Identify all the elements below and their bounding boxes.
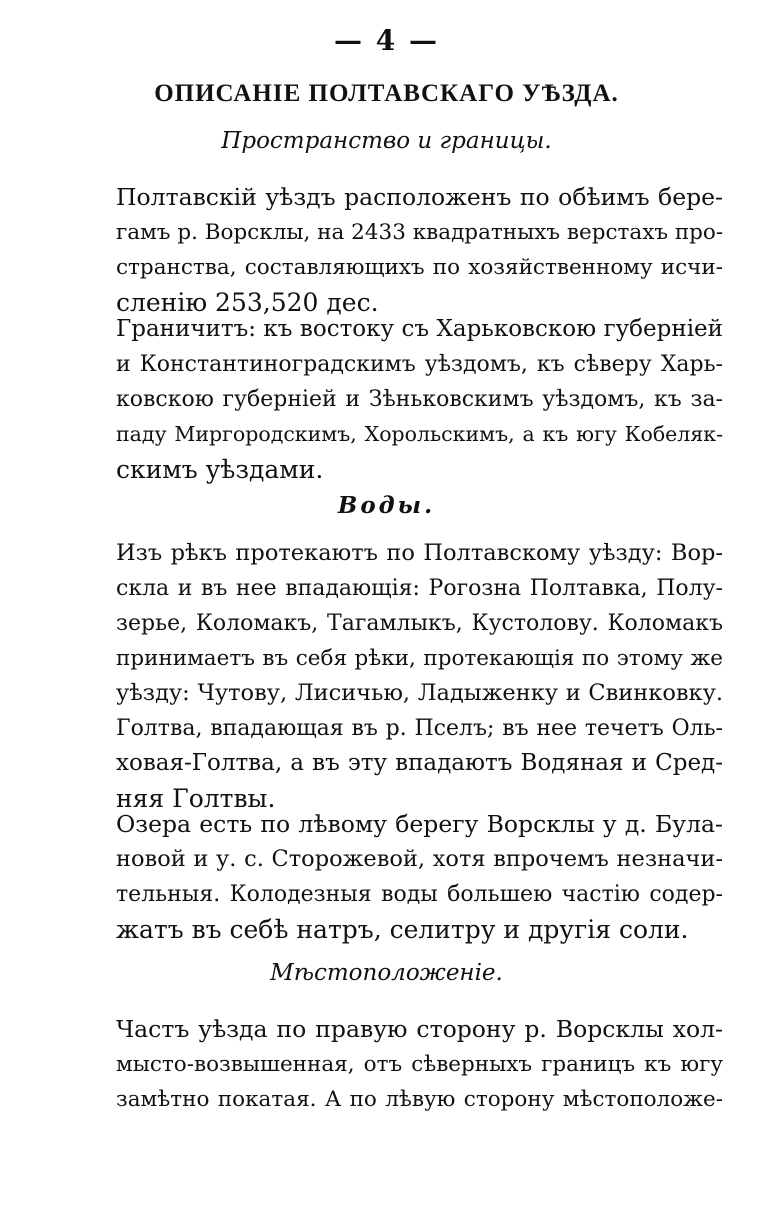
paragraph-location [116,1012,723,1117]
text-line: тельныя. Колодезныя воды большею частію содер- [116,882,723,907]
paragraph-space [116,180,723,320]
text-line: Граничитъ: къ востоку съ Харьковскою губерніей [116,316,723,342]
text-line: сленію 253,520 дес. [116,288,379,317]
text-line: Полтавскій уѣздъ расположенъ по обѣимъ бере- [116,183,723,211]
text-line: паду Миргородскимъ, Хорольскимъ, а къ югу Кобеляк- [116,422,723,446]
text-line: Изъ рѣкъ протекаютъ по Полтавскому уѣзду: Вор- [116,540,723,566]
text-line: замѣтно покатая. А по лѣвую сторону мѣстоположе- [116,1087,723,1112]
page-number: — 4 — [334,24,439,57]
text-line: жатъ въ себѣ натръ, селитру и другія соли. [116,915,689,944]
paragraph-lakes [116,807,723,947]
text-line: Частъ уѣзда по правую сторону р. Ворсклы хол- [116,1015,723,1043]
text-line: принимаетъ въ себя рѣки, протекающія по этому же [116,646,723,671]
text-line: скимъ уѣздами. [116,455,324,484]
text-line: Голтва, впадающая въ р. Пселъ; въ нее течетъ Оль- [116,716,723,741]
text-line: ковскою губерніей и Зѣньковскимъ уѣздомъ, къ за- [116,387,723,412]
text-line: Озера есть по лѣвому берегу Ворсклы у д. Була- [116,810,723,838]
paragraph-borders [116,312,723,487]
text-line: новой и у. с. Сторожевой, хотя впрочемъ незначи- [116,846,723,872]
page-title: ОПИСАНІЕ ПОЛТАВСКАГО УѢЗДА. [154,80,619,107]
text-line: скла и въ нее впадающія: Рогозна Полтавка, Полу- [116,576,723,601]
text-line: няя Голтвы. [116,784,276,813]
text-line: уѣзду: Чутову, Лисичью, Ладыженку и Свинковку. [116,680,723,706]
section-heading-waters: Воды. [337,492,436,519]
text-line: зерье, Коломакъ, Тагамлыкъ, Кустолову. Коломакъ [116,611,723,636]
text-line: ховая-Голтва, а въ эту впадаютъ Водяная и Сред- [116,750,723,776]
text-line: мысто-возвышенная, отъ сѣверныхъ границъ къ югу [116,1052,723,1077]
text-line: странства, составляющихъ по хозяйственному исчи- [116,255,723,280]
text-line: и Константиноградскимъ уѣздомъ, къ сѣверу Харь- [116,352,723,377]
section-heading-space-borders: Пространство и границы. [221,128,552,154]
section-heading-location: Мѣстоположеніе. [270,960,503,986]
text-line: гамъ р. Ворсклы, на 2433 квадратныхъ верстахъ про- [116,220,724,245]
paragraph-rivers [116,536,723,816]
